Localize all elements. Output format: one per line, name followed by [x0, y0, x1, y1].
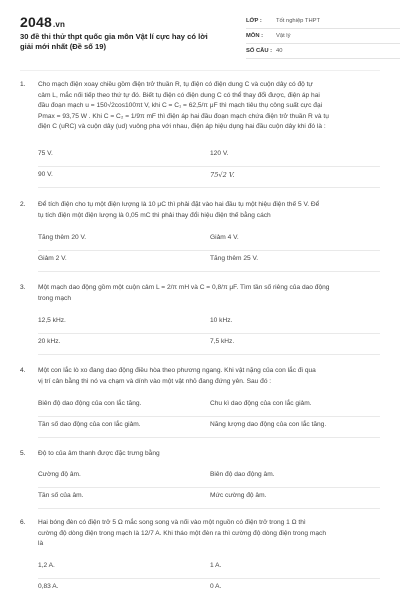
meta-key: MÔN : — [246, 33, 264, 39]
question-2 — [20, 200, 380, 221]
question-line: điện C (uRC) và cuộn dây (ud) vuông pha với nhau, điện áp hiệu dụng hai đầu cuộn dây khi đó là : — [38, 123, 326, 130]
option-d[interactable]: 75√2 V. — [210, 171, 235, 179]
option-c[interactable]: Giảm 2 V. — [38, 255, 67, 262]
question-line: đầu đoạn mạch u = 150√2cos100πt V, khi C = C₁ = 62,5/π μF thì mạch tiêu thụ công suất cực đại — [38, 102, 323, 109]
option-row — [38, 488, 380, 509]
option-row — [38, 417, 380, 438]
question-text — [38, 283, 380, 304]
divider — [20, 70, 380, 71]
question-line: cường độ dòng điện trong mạch là 12/7 A. Khi tháo một đèn ra thì cường độ dòng điện trong mạch — [38, 529, 327, 537]
question-line: trong mạch — [38, 294, 71, 302]
option-c[interactable]: 90 V. — [38, 171, 53, 178]
meta-value: Vật lý — [276, 33, 291, 39]
question-line: Pmax = 93,75 W . Khi C = C₂ = 1/9π mF thì điện áp hai đầu đoạn mạch chứa điện trở thuần R và tụ — [38, 112, 329, 120]
option-b[interactable]: 10 kHz. — [210, 317, 233, 324]
option-row — [38, 313, 380, 334]
option-b[interactable]: Giảm 4 V. — [210, 234, 239, 241]
logo-suffix: .vn — [52, 20, 66, 29]
question-line: Độ to của âm thanh được đặc trưng bằng — [38, 450, 160, 457]
option-a[interactable]: Tăng thêm 20 V. — [38, 234, 87, 241]
option-row — [38, 230, 380, 251]
question-text — [38, 518, 380, 550]
question-number: 2. — [20, 201, 26, 208]
meta-row-subject — [246, 29, 400, 44]
option-d[interactable]: Mức cường độ âm. — [210, 492, 267, 499]
question-line: Một mạch dao động gồm một cuộn cảm L = 2/π mH và C = 0,8/π μF. Tìm tần số riêng của dao động — [38, 284, 330, 291]
option-c[interactable]: 0,83 A. — [38, 583, 59, 590]
question-line: tụ tích điện một điện lượng là 0,05 mC thì phải thay đổi hiệu điện thế bằng cách — [38, 211, 271, 219]
option-a[interactable]: 12,5 kHz. — [38, 317, 66, 324]
option-row — [38, 558, 380, 579]
meta-value: Tốt nghiệp THPT — [276, 18, 321, 24]
exam-title: 30 đề thi thử thpt quốc gia môn Vật lí cực hay có lời giải mới nhất (Đề số 19) — [20, 32, 208, 51]
question-number: 3. — [20, 284, 26, 291]
option-b[interactable]: 120 V. — [210, 150, 229, 157]
options-2 — [38, 230, 380, 272]
meta-key: LỚP : — [246, 18, 262, 24]
header — [20, 14, 380, 62]
option-row — [38, 467, 380, 488]
option-a[interactable]: 75 V. — [38, 150, 53, 157]
question-number: 4. — [20, 367, 26, 374]
site-logo[interactable] — [20, 14, 65, 30]
options-4 — [38, 396, 380, 438]
option-b[interactable]: 1 A. — [210, 562, 222, 569]
question-line: Để tích điện cho tụ một điện lượng là 10 μC thì phải đặt vào hai đầu tụ một hiệu điện thế 5 V. Để — [38, 201, 320, 208]
option-d[interactable]: Năng lượng dao động của con lắc tăng. — [210, 421, 327, 428]
meta-row-count — [246, 44, 400, 59]
option-b[interactable]: Chu kì dao động của con lắc giảm. — [210, 400, 312, 407]
option-a[interactable]: 1,2 A. — [38, 562, 55, 569]
question-number: 6. — [20, 519, 26, 526]
option-row — [38, 146, 380, 167]
question-line: Hai bóng đèn có điện trở 5 Ω mắc song song và nối vào một nguồn có điện trở trong 1 Ω thì — [38, 519, 306, 526]
option-row — [38, 396, 380, 417]
options-3 — [38, 313, 380, 355]
option-d[interactable]: 7,5 kHz. — [210, 338, 235, 345]
options-6 — [38, 558, 380, 599]
question-text — [38, 449, 380, 460]
question-number: 5. — [20, 450, 26, 457]
question-line: Cho mạch điện xoay chiều gồm điện trở thuần R, tụ điện có điện dung C và cuộn dây có độ tự — [38, 81, 313, 88]
exam-meta — [246, 14, 400, 59]
option-d[interactable]: 0 A. — [210, 583, 222, 590]
question-3 — [20, 283, 380, 304]
option-d[interactable]: Tăng thêm 25 V. — [210, 255, 259, 262]
option-a[interactable]: Biên độ dao động của con lắc tăng. — [38, 400, 142, 407]
meta-key: SỐ CÂU : — [246, 48, 273, 54]
question-text — [38, 80, 380, 133]
question-number: 1. — [20, 81, 26, 88]
question-line: vị trí cân bằng thì nó va chạm và dính vào một vật nhỏ đang đứng yên. Sau đó : — [38, 377, 272, 385]
question-line: cảm L, mắc nối tiếp theo thứ tự đó. Biết tụ điện có điện dung C có thể thay đổi được, điện áp hai — [38, 91, 320, 99]
option-b[interactable]: Biên độ dao động âm. — [210, 471, 275, 478]
options-5 — [38, 467, 380, 509]
option-row — [38, 334, 380, 355]
question-4 — [20, 366, 380, 387]
question-text — [38, 200, 380, 221]
option-c[interactable]: 20 kHz. — [38, 338, 61, 345]
question-line: Một con lắc lò xo đang dao động điều hòa theo phương ngang. Khi vật nặng của con lắc đi qua — [38, 367, 316, 374]
question-text — [38, 366, 380, 387]
meta-row-class — [246, 14, 400, 29]
question-6 — [20, 518, 380, 550]
options-1 — [38, 146, 380, 188]
option-c[interactable]: Tần số của âm. — [38, 492, 84, 499]
option-row — [38, 579, 380, 599]
option-row — [38, 251, 380, 272]
logo-text: 2048 — [20, 14, 52, 30]
option-a[interactable]: Cường độ âm. — [38, 471, 81, 478]
option-c[interactable]: Tần số dao động của con lắc giảm. — [38, 421, 141, 428]
option-row — [38, 167, 380, 188]
question-1 — [20, 80, 380, 133]
question-line: là — [38, 540, 44, 547]
question-5 — [20, 449, 380, 460]
meta-value: 40 — [276, 48, 283, 54]
